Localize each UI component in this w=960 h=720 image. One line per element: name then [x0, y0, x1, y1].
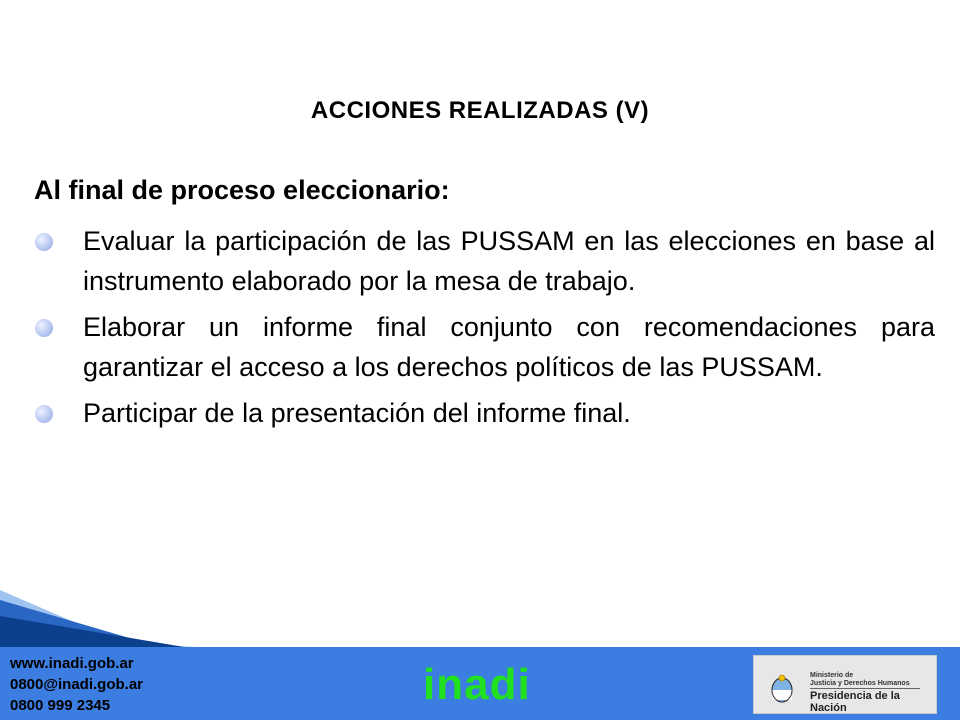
bullet-item — [0, 393, 960, 433]
footer-contact — [10, 653, 143, 716]
decorative-stripe — [0, 590, 240, 650]
bullet-item — [0, 221, 960, 301]
website-link[interactable]: www.inadi.gob.ar — [10, 655, 134, 672]
ministry-logo — [753, 655, 937, 714]
phone-number: 0800 999 2345 — [10, 697, 111, 714]
presidency-name: Presidencia de la Nación — [810, 690, 900, 714]
slide-title: ACCIONES REALIZADAS (V) — [310, 97, 650, 124]
inadi-logo: inadi — [423, 660, 531, 709]
bullet-circle-icon — [35, 319, 53, 337]
bullet-circle-icon — [35, 233, 53, 251]
ministry-divider — [810, 688, 920, 689]
email-link[interactable]: 0800@inadi.gob.ar — [10, 676, 144, 693]
argentina-seal-icon — [770, 674, 794, 704]
bullet-text: Elaborar un informe final conjunto con recomendaciones para garantizar el acceso a los derechos políticos de las PUSSAM. — [83, 312, 935, 382]
bullet-circle-icon — [35, 405, 53, 423]
bullet-list — [0, 221, 960, 439]
bullet-text: Participar de la presentación del informe final. — [83, 398, 631, 428]
bullet-item — [0, 307, 960, 387]
bullet-text: Evaluar la participación de las PUSSAM en las elecciones en base al instrumento elaborado por la mesa de trabajo. — [83, 226, 935, 296]
ministry-name-line2: Justicia y Derechos Humanos — [810, 680, 910, 687]
slide-subtitle: Al final de proceso eleccionario: — [34, 175, 450, 205]
ministry-name-line1: Ministerio de — [810, 672, 854, 679]
